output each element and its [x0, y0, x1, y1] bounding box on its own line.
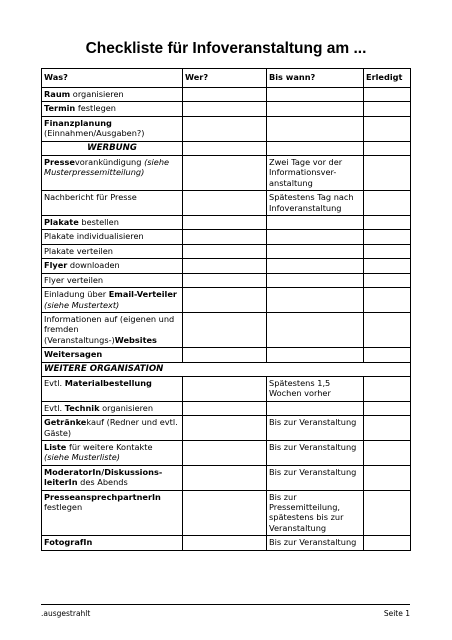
cell-erledigt[interactable] [364, 244, 411, 258]
cell-text: für weitere Kontakte [66, 441, 153, 452]
cell-text: des Abends [77, 477, 128, 488]
cell-text: Bis zur Veranstaltung [269, 441, 357, 452]
cell-wer[interactable] [183, 401, 267, 415]
cell-wer[interactable] [183, 440, 267, 465]
cell-wer[interactable] [183, 244, 267, 258]
cell-text: Presse [44, 157, 75, 168]
cell-bis-wann [267, 376, 364, 401]
cell-erledigt[interactable] [364, 88, 411, 102]
cell-erledigt[interactable] [364, 156, 411, 191]
cell-text: festlegen [75, 103, 116, 114]
cell-text: Getränke [44, 417, 87, 428]
cell-was [42, 259, 183, 273]
cell-was [42, 312, 183, 347]
cell-erledigt[interactable] [364, 259, 411, 273]
cell-wer[interactable] [183, 116, 267, 141]
cell-bis-wann [267, 156, 364, 191]
footer-page-number: Seite 1 [383, 609, 410, 618]
cell-was [42, 490, 183, 536]
cell-erledigt[interactable] [364, 216, 411, 230]
cell-was [42, 191, 183, 216]
cell-bis-wann [267, 273, 364, 287]
cell-text: Flyer [44, 260, 68, 271]
cell-bis-wann [267, 465, 364, 490]
cell-text: Raum [44, 89, 71, 99]
table-row [42, 312, 411, 347]
cell-erledigt[interactable] [364, 348, 411, 362]
cell-text: Liste [44, 441, 67, 452]
cell-bis-wann [267, 230, 364, 244]
cell-erledigt[interactable] [364, 440, 411, 465]
cell-erledigt[interactable] [364, 465, 411, 490]
table-row [42, 191, 411, 216]
cell-wer[interactable] [183, 273, 267, 287]
cell-bis-wann [267, 416, 364, 441]
cell-was [42, 230, 183, 244]
header-erledigt: Erledigt [364, 69, 411, 88]
cell-text: (siehe Musterliste) [44, 452, 120, 463]
cell-bis-wann [267, 312, 364, 347]
page-title: Checkliste für Infoveranstaltung am ... [85, 40, 367, 57]
table-row [42, 401, 411, 415]
cell-wer[interactable] [183, 416, 267, 441]
cell-text: Termin [44, 103, 76, 114]
table-row [42, 259, 411, 273]
header-wer: Wer? [183, 69, 267, 88]
cell-wer[interactable] [183, 312, 267, 347]
cell-erledigt[interactable] [364, 416, 411, 441]
cell-was [42, 416, 183, 441]
checklist-table [41, 68, 411, 551]
cell-was [42, 244, 183, 258]
cell-text: Plakate verteilen [44, 245, 113, 256]
cell-bis-wann [267, 244, 364, 258]
cell-text: Zwei Tage vor der Informationsver-anstaltung [269, 157, 343, 188]
cell-wer[interactable] [183, 536, 267, 550]
cell-erledigt[interactable] [364, 288, 411, 313]
section-row [42, 141, 411, 155]
table-row [42, 536, 411, 550]
cell-text: bestellen [78, 217, 119, 228]
cell-was [42, 156, 183, 191]
cell-text: Spätestens Tag nach Infoveranstaltung [269, 192, 354, 213]
cell-wer[interactable] [183, 230, 267, 244]
table-row [42, 273, 411, 287]
cell-bis-wann [267, 536, 364, 550]
footer-organization: .ausgestrahlt [41, 609, 91, 618]
cell-was [42, 273, 183, 287]
cell-wer[interactable] [183, 216, 267, 230]
section-heading: WEITERE ORGANISATION [42, 362, 411, 376]
cell-bis-wann [267, 88, 364, 102]
table-row [42, 440, 411, 465]
cell-was [42, 376, 183, 401]
cell-erledigt[interactable] [364, 401, 411, 415]
cell-was [42, 102, 183, 116]
cell-was [42, 116, 183, 141]
cell-wer[interactable] [183, 156, 267, 191]
cell-was [42, 536, 183, 550]
cell-text: Evtl. [44, 402, 65, 413]
section-row [42, 362, 411, 376]
table-row [42, 230, 411, 244]
cell-wer[interactable] [183, 348, 267, 362]
cell-erledigt[interactable] [364, 191, 411, 216]
cell-was [42, 348, 183, 362]
cell-text: PresseansprechpartnerIn [44, 491, 161, 502]
cell-text: downloaden [67, 260, 120, 271]
cell-text: Finanzplanung [44, 117, 112, 128]
header-was: Was? [42, 69, 183, 88]
table-row [42, 288, 411, 313]
cell-text: Websites [114, 334, 157, 345]
cell-wer[interactable] [183, 259, 267, 273]
cell-was [42, 288, 183, 313]
table-row [42, 376, 411, 401]
header-bis-wann: Bis wann? [267, 69, 364, 88]
cell-text: ModeratorIn/Diskussions-leiterIn [44, 466, 163, 488]
cell-text: kauf (Redner und evtl. Gäste) [44, 417, 178, 438]
cell-bis-wann [267, 490, 364, 536]
section-cell-erledigt [364, 141, 411, 155]
table-row [42, 102, 411, 116]
cell-text: organisieren [99, 402, 154, 413]
cell-bis-wann [267, 401, 364, 415]
cell-erledigt[interactable] [364, 376, 411, 401]
cell-erledigt[interactable] [364, 102, 411, 116]
table-row [42, 348, 411, 362]
cell-erledigt[interactable] [364, 116, 411, 141]
cell-wer[interactable] [183, 376, 267, 401]
cell-was [42, 440, 183, 465]
cell-bis-wann [267, 440, 364, 465]
section-cell-wer [183, 141, 267, 155]
cell-was [42, 401, 183, 415]
cell-was [42, 216, 183, 230]
cell-text: Bis zur Veranstaltung [269, 417, 357, 428]
cell-text: Evtl. [44, 377, 65, 388]
cell-wer[interactable] [183, 465, 267, 490]
section-cell-bis [267, 141, 364, 155]
table-row [42, 465, 411, 490]
cell-was [42, 88, 183, 102]
cell-bis-wann [267, 191, 364, 216]
cell-erledigt[interactable] [364, 490, 411, 536]
cell-bis-wann [267, 259, 364, 273]
cell-text: Plakate [44, 217, 79, 228]
cell-text: Spätestens 1,5 Wochen vorher [269, 377, 331, 399]
table-row [42, 88, 411, 102]
cell-bis-wann [267, 216, 364, 230]
table-row [42, 416, 411, 441]
cell-erledigt[interactable] [364, 536, 411, 550]
cell-wer[interactable] [183, 88, 267, 102]
table-row [42, 216, 411, 230]
cell-text: organisieren [70, 89, 124, 99]
table-row [42, 156, 411, 191]
cell-text: Weitersagen [44, 349, 103, 360]
cell-text: FotografIn [44, 537, 93, 548]
table-row [42, 244, 411, 258]
cell-text: Informationen auf (eigenen und fremden (Veranstaltungs-) [44, 313, 175, 345]
cell-text: vorankündigung [74, 157, 145, 168]
cell-text: (siehe Mustertext) [44, 299, 120, 310]
cell-bis-wann [267, 348, 364, 362]
cell-text: Email-Verteiler [108, 289, 177, 300]
cell-erledigt[interactable] [364, 312, 411, 347]
cell-bis-wann [267, 288, 364, 313]
cell-text: Technik [64, 402, 100, 413]
cell-text: Bis zur Pressemitteilung, spätestens bis zur Veranstaltung [269, 491, 344, 533]
cell-wer[interactable] [183, 288, 267, 313]
cell-text: Materialbestellung [64, 377, 152, 388]
cell-text: Bis zur Veranstaltung [269, 466, 357, 477]
cell-was [42, 465, 183, 490]
cell-wer[interactable] [183, 490, 267, 536]
footer-divider [41, 604, 410, 605]
table-header-row [42, 69, 411, 88]
cell-text: Bis zur Veranstaltung [269, 537, 357, 548]
cell-text: Plakate individualisieren [44, 231, 144, 242]
cell-wer[interactable] [183, 102, 267, 116]
cell-erledigt[interactable] [364, 230, 411, 244]
cell-bis-wann [267, 116, 364, 141]
cell-text: (Einnahmen/Ausgaben?) [44, 128, 145, 139]
cell-text: festlegen [44, 502, 83, 512]
cell-bis-wann [267, 102, 364, 116]
section-heading: WERBUNG [42, 141, 183, 155]
cell-text: Einladung über [44, 289, 109, 300]
cell-text: Flyer verteilen [44, 274, 104, 285]
cell-text: Nachbericht für Presse [44, 192, 137, 203]
table-row [42, 490, 411, 536]
cell-wer[interactable] [183, 191, 267, 216]
table-row [42, 116, 411, 141]
cell-erledigt[interactable] [364, 273, 411, 287]
cell-text: (siehe Musterpressemitteilung) [44, 157, 170, 178]
